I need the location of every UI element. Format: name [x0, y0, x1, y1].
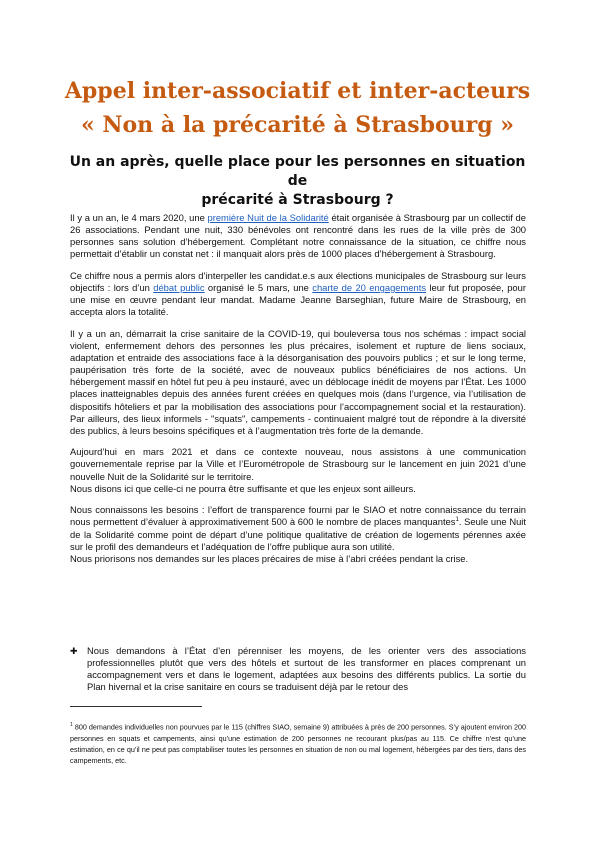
paragraph-5: Nous disons ici que celle-ci ne pourra être suffisante et que les enjeux sont ailleurs. [70, 482, 416, 494]
footnote-reference[interactable]: 1 [455, 517, 459, 524]
document-body [70, 212, 526, 574]
paragraph-1-text-a: Il y a un an, le 4 mars 2020, une [70, 212, 208, 223]
arrow-bullet-icon: ✚ [70, 646, 78, 656]
paragraph-6-text-b: . Seule une Nuit de la Solidarité comme point de départ d’une politique qualitative de création de logements pérennes axée sur le profil des demandeurs et l’adéquation de l’offre publique aura son utilité. [70, 516, 526, 552]
paragraph-2-text-c: leur fut proposée, pour une mise en œuvre pendant leur mandat. Madame Jeanne Barseghian, future Maire de Strasbourg, en accepta alors la totalité. [70, 282, 526, 318]
link-charte-engagements[interactable]: charte de 20 engagements [312, 282, 427, 294]
subtitle-line-1: Un an après, quelle place pour les personnes en situation de [69, 154, 526, 189]
paragraph-7: Nous priorisons nos demandes sur les places précaires de mise à l’abri créées pendant la crise. [70, 552, 469, 564]
paragraph-3: Il y a un an, démarrait la crise sanitaire de la COVID-19, qui bouleversa tous nos schémas : impact social violent, enfermement dehors des personnes les plus précaires, isolement et rupture de liens sociaux, adaptation et entraide des associations face à la désorganisation des pouvoirs publics ; et sur le long terme, paupérisation très forte de la société, avec de nouveaux publics bénéficiaires de nos actions. Un hébergement massif en hôtel fut peu à peu instauré, avec un déblocage inédit de moyens par l’État. Les 1000 places inatteignables depuis des années furent créées en quelques mois (dans l’urgence, via l’utilisation de dispositifs hôteliers et par la mobilisation des associations pour l’accompagnement social et la restauration). Par ailleurs, des lieux informels - "squats", campements - continuaient malgré tout de répondre à la diversité des publics, à leurs besoins spécifiques et à l’augmentation très forte de la demande. [70, 327, 526, 436]
paragraph-2 [70, 270, 526, 318]
subtitle-line-2: précarité à Strasbourg ? [201, 192, 394, 208]
bullet-text: Nous demandons à l’État d’en pérenniser les moyens, de les orienter vers des associations professionnelles plutôt que vers des hôtels et surtout de les transformer en places comprenant un accompagnement vers et dans le logement, adaptées aux besoins des différents publics. La sortie du Plan hivernal et la crise sanitaire en cours se traduisent déjà par le retour des [87, 645, 526, 693]
paragraph-2-text-b: organisé le 5 mars, une [204, 282, 313, 294]
document-title [40, 74, 555, 142]
paragraph-2-text-a: Ce chiffre nous a permis alors d’interpeller les candidat.e.s aux élections municipales de Strasbourg sur leurs objectifs : lors d’un [70, 269, 526, 294]
paragraph-6-text-a: Nous connaissons les besoins : l’effort de transparence fourni par le SIAO et notre connaissance du terrain nous permettent d’évaluer à approximativement 500 à 600 le nombre de places manquantes [70, 504, 526, 528]
paragraph-6 [70, 504, 526, 552]
document-subtitle [60, 153, 535, 210]
footnote [70, 720, 526, 766]
paragraph-1 [70, 212, 526, 260]
footnote-number: 1 [70, 722, 73, 728]
footnote-text: 800 demandes individuelles non pourvues par le 115 (chiffres SIAO, semaine 9) attribuées à près de 200 personnes. S’y ajoutent environ 200 personnes en squats et campements, ainsi qu’une estimation de 200 personnes ne recourant plus/pas au 115. Ce chiffre n’est qu’une estimation, en ce qu’il ne peut pas comptabiliser toutes les personnes en situation de non ou mal logement, hébergées par des tiers, dans des campements, etc. [70, 722, 526, 765]
link-premiere-nuit-solidarite[interactable]: première Nuit de la Solidarité [207, 212, 329, 223]
bullet-item [70, 645, 526, 693]
link-debat-public[interactable]: débat public [153, 282, 205, 294]
footnote-separator [70, 706, 202, 707]
paragraph-1-text-b: était organisée à Strasbourg par un collectif de 26 associations. Pendant une nuit, 330 bénévoles ont rencontré dans les rues de la ville près de 300 personnes sans solution d’hébergement. Complétant notre connaissance de la situation, ce chiffre nous permettait d’établir un constat net : il manquait alors près de 1000 places d’hébergement à Strasbourg. [70, 212, 526, 260]
paragraph-4: Aujourd’hui en mars 2021 et dans ce contexte nouveau, nous assistons à une communication gouvernementale reprise par la Ville et l’Eurométropole de Strasbourg sur le lancement en juin 2021 d’une nouvelle Nuit de la Solidarité sur le territoire. [70, 446, 526, 482]
title-line-2: « Non à la précarité à Strasbourg » [80, 112, 515, 138]
title-line-1: Appel inter-associatif et inter-acteurs [64, 78, 531, 104]
